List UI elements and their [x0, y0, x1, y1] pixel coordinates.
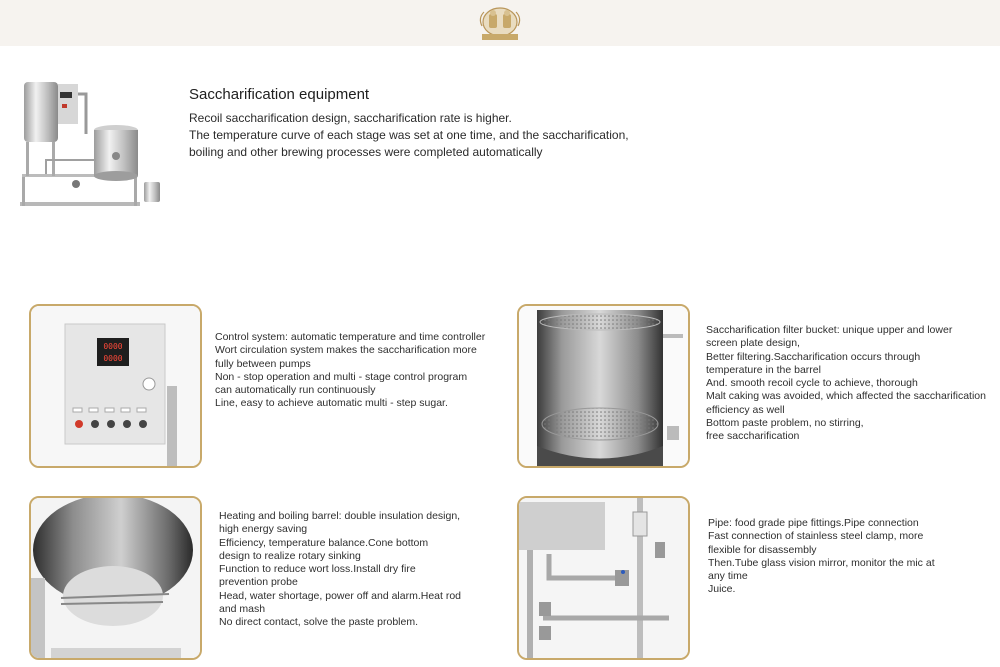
description-line: Saccharification filter bucket: unique upper and lower — [706, 324, 953, 336]
description-line: Head, water shortage, power off and alarm.Heat rod — [219, 589, 462, 602]
description-line: Line, easy to achieve automatic multi - step sugar. — [215, 397, 448, 410]
filter-bucket-card — [517, 304, 690, 468]
description-line: free saccharification — [706, 430, 800, 443]
intro-section — [189, 86, 749, 161]
description-line: Juice. — [708, 583, 736, 596]
description-line: any time — [708, 570, 748, 583]
saccharification-equipment-image — [16, 74, 176, 214]
description-line: flexible for disassembly — [708, 543, 817, 556]
description-line: Efficiency, temperature balance.Cone bottom — [219, 536, 429, 549]
heating-barrel-image — [31, 498, 200, 658]
pipe-fittings-image — [519, 498, 688, 658]
description-line: Then.Tube glass vision mirror, monitor the mic at — [708, 556, 935, 569]
description-line: Bottom paste problem, no stirring, — [706, 417, 864, 430]
intro-description — [189, 110, 749, 161]
intro-line: Recoil saccharification design, saccharification rate is higher. — [189, 111, 512, 125]
pipe-fittings-description — [708, 517, 988, 597]
description-line: Better filtering.Saccharification occurs through — [706, 350, 921, 363]
description-line: can automatically run continuously — [215, 384, 376, 397]
description-line: prevention probe — [219, 576, 298, 589]
description-line: design to realize rotary sinking — [219, 549, 361, 562]
intro-line: boiling and other brewing processes were completed automatically — [189, 145, 543, 159]
top-banner — [0, 0, 1000, 46]
description-line: and mash — [219, 603, 266, 616]
description-line: fully between pumps — [215, 357, 311, 370]
intro-line: The temperature curve of each stage was set at one time, and the saccharification, — [189, 128, 629, 142]
brand-logo-icon — [474, 4, 526, 44]
control-box-card — [29, 304, 202, 468]
filter-bucket-description — [706, 324, 1000, 444]
page-title: Saccharification equipment — [189, 86, 370, 103]
description-line: Pipe: food grade pipe fittings.Pipe connection — [708, 517, 919, 529]
controller-readout-top: 0000 — [103, 342, 123, 351]
filter-bucket-image — [519, 306, 688, 466]
description-line: Malt caking was avoided, which affected the saccharification — [706, 390, 986, 403]
description-line: Control system: automatic temperature and time controller — [215, 331, 486, 343]
control-system-description — [215, 331, 515, 411]
description-line: Function to reduce wort loss.Install dry fire — [219, 563, 416, 576]
heating-barrel-card — [29, 496, 202, 660]
description-line: And. smooth recoil cycle to achieve, thorough — [706, 377, 918, 390]
control-box-image — [31, 306, 200, 466]
description-line: efficiency as well — [706, 403, 785, 416]
pipe-fittings-card — [517, 496, 690, 660]
description-line: temperature in the barrel — [706, 363, 821, 376]
description-line: Heating and boiling barrel: double insulation design, — [219, 510, 461, 522]
heating-barrel-description — [219, 510, 509, 630]
description-line: screen plate design, — [706, 337, 800, 350]
description-line: Fast connection of stainless steel clamp, more — [708, 530, 924, 543]
description-line: No direct contact, solve the paste problem. — [219, 616, 419, 629]
description-line: Non - stop operation and multi - stage control program — [215, 370, 468, 383]
description-line: high energy saving — [219, 523, 308, 536]
emergency-stop-icon — [75, 420, 83, 428]
controller-readout-bottom: 0000 — [103, 354, 123, 363]
description-line: Wort circulation system makes the saccharification more — [215, 344, 477, 357]
